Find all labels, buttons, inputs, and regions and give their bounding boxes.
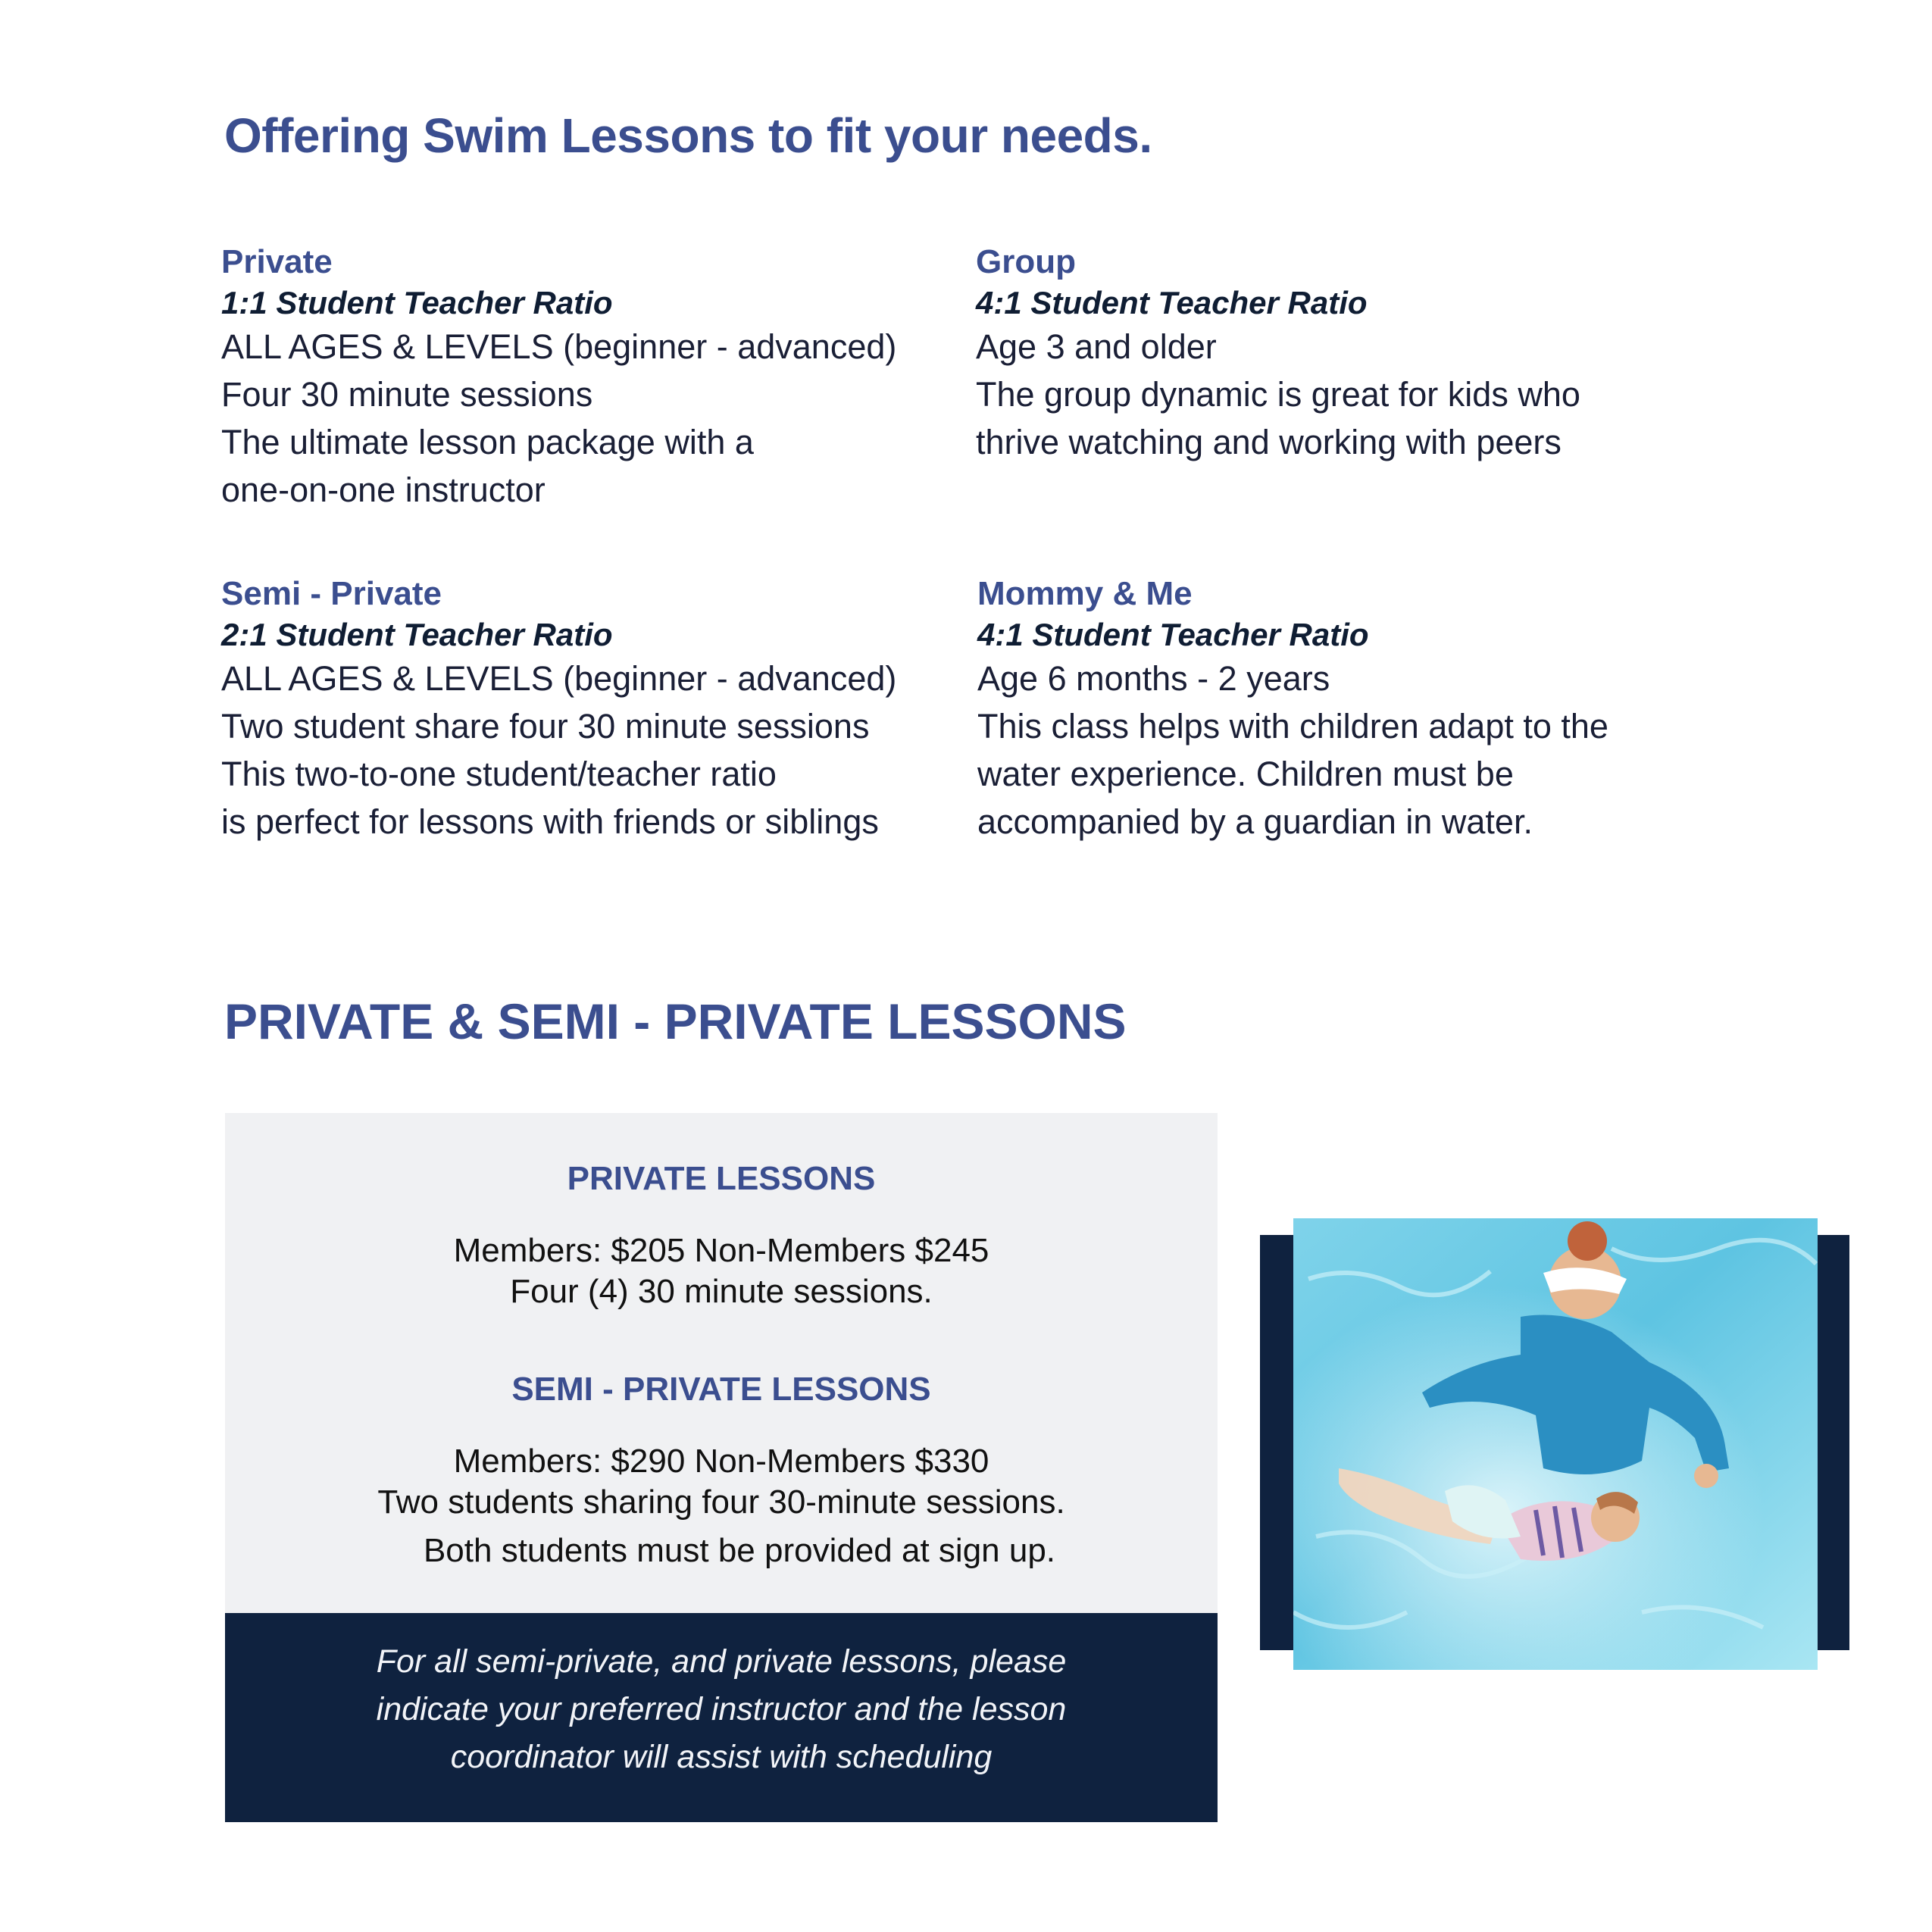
- lesson-line: Age 6 months - 2 years: [977, 659, 1330, 698]
- lesson-mommy-and-me: [977, 573, 1720, 846]
- lesson-line: Four 30 minute sessions: [221, 375, 593, 414]
- semi-sessions-line: Two students sharing four 30-minute sessions.: [377, 1483, 1065, 1521]
- lesson-line: This class helps with children adapt to the: [977, 707, 1608, 746]
- lesson-title: Semi - Private: [221, 575, 442, 612]
- lesson-line: thrive watching and working with peers: [976, 423, 1562, 461]
- semi-private-lessons-heading: SEMI - PRIVATE LESSONS: [511, 1371, 931, 1408]
- lesson-group: [976, 241, 1718, 466]
- lesson-title: Private: [221, 243, 333, 280]
- lesson-line: accompanied by a guardian in water.: [977, 802, 1533, 841]
- private-price-line: Members: $205 Non-Members $245: [453, 1232, 989, 1269]
- lesson-ratio: 4:1 Student Teacher Ratio: [977, 617, 1369, 652]
- section-title: PRIVATE & SEMI - PRIVATE LESSONS: [224, 993, 1127, 1049]
- lesson-private: [221, 241, 964, 514]
- page-title: Offering Swim Lessons to fit your needs.: [224, 108, 1152, 163]
- lesson-line: one-on-one instructor: [221, 470, 546, 509]
- private-sessions-line: Four (4) 30 minute sessions.: [510, 1273, 933, 1310]
- lesson-title: Group: [976, 243, 1076, 280]
- lesson-semi-private: [221, 573, 964, 846]
- lesson-line: water experience. Children must be: [977, 755, 1514, 793]
- note-line: For all semi-private, and private lessons, please: [376, 1643, 1067, 1680]
- semi-signup-line: Both students must be provided at sign up.: [423, 1532, 1056, 1569]
- lesson-line: This two-to-one student/teacher ratio: [221, 755, 777, 793]
- lesson-line: Age 3 and older: [976, 327, 1217, 366]
- lesson-line: Two student share four 30 minute sessions: [221, 707, 870, 746]
- private-lessons-heading: PRIVATE LESSONS: [567, 1160, 876, 1197]
- lesson-line: ALL AGES & LEVELS (beginner - advanced): [221, 659, 897, 698]
- lesson-title: Mommy & Me: [977, 575, 1193, 612]
- swim-lesson-photo: [1293, 1218, 1818, 1670]
- lesson-ratio: 1:1 Student Teacher Ratio: [221, 285, 613, 320]
- lesson-ratio: 4:1 Student Teacher Ratio: [976, 285, 1368, 320]
- swim-lesson-image-icon: [1293, 1218, 1818, 1670]
- note-line: coordinator will assist with scheduling: [450, 1739, 993, 1775]
- note-line: indicate your preferred instructor and the lesson: [376, 1691, 1067, 1727]
- lesson-line: ALL AGES & LEVELS (beginner - advanced): [221, 327, 897, 366]
- lesson-ratio: 2:1 Student Teacher Ratio: [221, 617, 613, 652]
- lesson-line: The group dynamic is great for kids who: [976, 375, 1580, 414]
- pricing-box: [225, 1113, 1218, 1613]
- semi-price-line: Members: $290 Non-Members $330: [453, 1443, 989, 1480]
- lesson-line: is perfect for lessons with friends or siblings: [221, 802, 879, 841]
- scheduling-note: [225, 1613, 1218, 1822]
- lesson-line: The ultimate lesson package with a: [221, 423, 754, 461]
